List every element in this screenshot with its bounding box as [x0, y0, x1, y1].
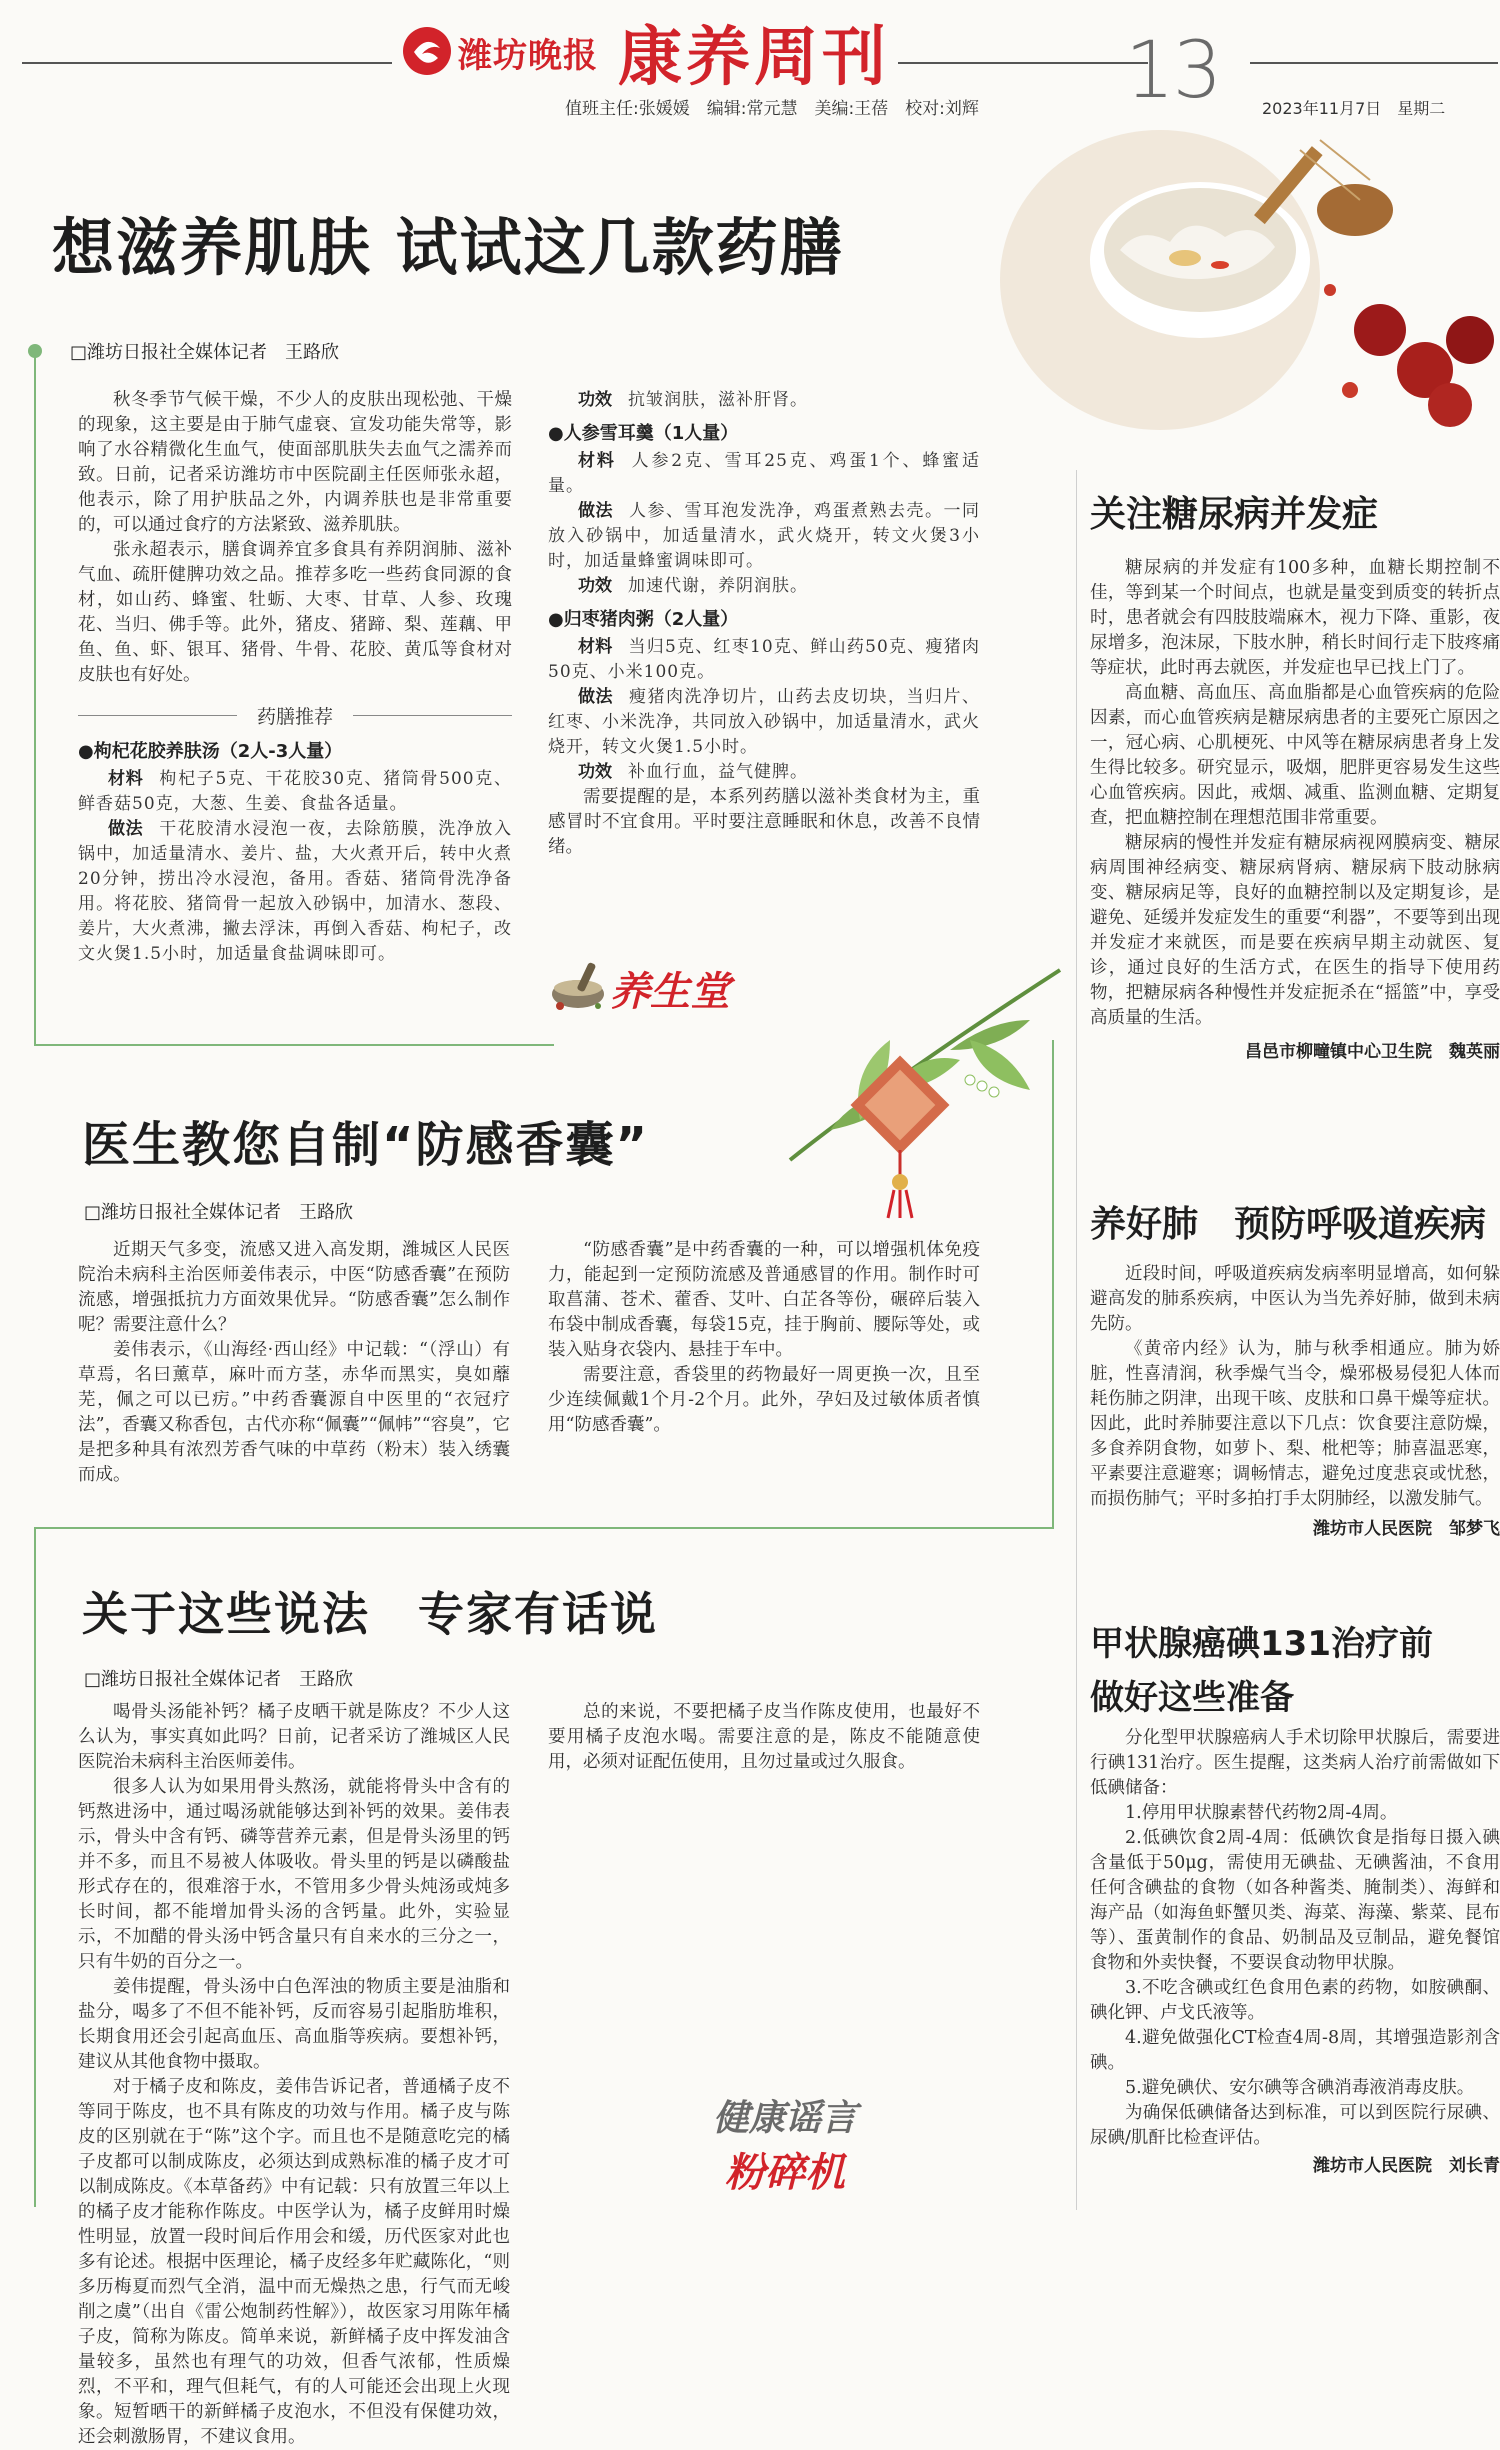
side1-signature: 昌邑市柳疃镇中心卫生院 魏英丽 [1245, 1042, 1500, 1062]
bird-nest-soup-illustration [1050, 140, 1500, 430]
article3-col2 [548, 1700, 980, 1775]
article1-para: 需要提醒的是，本系列药膳以滋补类食材为主，重感冒时不宜食用。平时要注意睡眠和休息，改善不良情绪。 [548, 787, 980, 857]
side3-para: 3.不吃含碘或红色食用色素的药物，如胺碘酮、碘化钾、卢戈氏液等。 [1090, 1978, 1500, 2023]
recipe3-ingredients [548, 635, 980, 685]
article1-frame-dot [28, 344, 42, 358]
recipe-section-heading [78, 702, 512, 729]
recipe2-method [548, 499, 980, 574]
recipe3-method-text: 瘦猪肉洗净切片，山药去皮切块，当归片、红枣、小米洗净，共同放入砂锅中，加适量清水，武火烧开，转文火煲1.5小时。 [548, 687, 980, 757]
article1-para: 张永超表示，膳食调养宜多食具有养阴润肺、滋补气血、疏肝健脾功效之品。推荐多吃一些药食同源的食材，如山药、蜂蜜、牡蛎、大枣、甘草、人参、玫瑰花、当归、佛手等。此外，猪皮、猪蹄、梨、莲藕、甲鱼、鱼、虾、银耳、猪骨、牛骨、花胶、黄瓜等食材对皮肤也有好处。 [78, 540, 512, 685]
side3-para: 5.避免碘伏、安尔碘等含碘消毒液消毒皮肤。 [1125, 2078, 1475, 2098]
supplement-title: 康养周刊 [618, 21, 890, 95]
article1-frame-left [34, 350, 36, 1046]
article2-para: 近期天气多变，流感又进入高发期，潍城区人民医院治未病科主治医师姜伟表示，中医“防感香囊”在预防流感，增强抵抗力方面效果优异。“防感香囊”怎么制作呢？需要注意什么？ [78, 1240, 510, 1335]
recipe1-effect-text: 抗皱润肤，滋补肝肾。 [628, 390, 808, 410]
newspaper-name: 潍坊晚报 [458, 36, 598, 76]
yangshengtang-logo [548, 956, 778, 1018]
sidebar-divider [1076, 470, 1077, 2210]
article3-para: 对于橘子皮和陈皮，姜伟告诉记者，普通橘子皮不等同于陈皮，也不具有陈皮的功效与作用。橘子皮与陈皮的区别就在于“陈”这个字。而且也不是随意吃完的橘子皮都可以制成陈皮，必须达到成熟标准的橘子皮才可以制成陈皮。《本草备药》中有记载：只有放置三年以上的橘子皮才能称作陈皮。中医学认为，橘子皮鲜用时燥性明显，放置一段时间后作用会和缓，历代医家对此也多有论述。根据中医理论，橘子皮经多年贮藏陈化，“则多历梅夏而烈气全消，温中而无燥热之患，行气而无峻削之虞”（出自《雷公炮制药性解》），故医家习用陈年橘子皮，简称为陈皮。简单来说，新鲜橘子皮中挥发油含量较多，虽然也有理气的功效，但香气浓郁，性质燥烈，不平和，理气但耗气，有的人可能还会出现上火现象。短暂晒干的新鲜橘子皮泡水，不但没有保健功效，还会刺激肠胃，不建议食用。 [78, 2077, 510, 2447]
ingredients-label: 材料 [578, 637, 613, 657]
article1-frame-bottom [34, 1044, 554, 1046]
recipe3-effect-text: 补血行血，益气健脾。 [628, 762, 808, 782]
recipe2-effect-text: 加速代谢，养阴润肤。 [628, 576, 808, 596]
article3-title: 关于这些说法 专家有话说 [82, 1587, 658, 1641]
effect-label: 功效 [578, 762, 612, 782]
newspaper-emblem-icon [400, 24, 454, 78]
recipe1-method-text: 干花胶清水浸泡一夜，去除筋膜，洗净放入锅中，加适量清水、姜片、盐，大火煮开后，转中火煮20分钟，捞出冷水浸泡，备用。香菇、猪筒骨洗净备用。将花胶、猪筒骨一起放入砂锅中，加清水、葱段、姜片，大火煮沸，撇去浮沫，再倒入香菇、枸杞子，改文火煲1.5小时，加适量食盐调味即可。 [78, 819, 513, 964]
recipe3-method [548, 685, 980, 760]
sachet-illustration [770, 960, 1070, 1220]
article2-para: 需要注意，香袋里的药物最好一周更换一次，且至少连续佩戴1个月-2个月。此外，孕妇及过敏体质者慎用“防感香囊”。 [548, 1365, 980, 1435]
side2-para: 近段时间，呼吸道疾病发病率明显增高，如何躲避高发的肺系疾病，中医认为当先养好肺，做到未病先防。 [1090, 1264, 1500, 1334]
ingredients-label: 材料 [578, 451, 616, 471]
side1-para: 糖尿病的并发症有100多种，血糖长期控制不佳，等到某一个时间点，也就是量变到质变的转折点时，患者就会有四肢肢端麻木，视力下降、重影，夜尿增多，泡沫尿，下肢水肿，稍长时间行走下肢疼痛等症状，此时再去就医，并发症也早已找上门了。 [1090, 558, 1500, 678]
effect-label: 功效 [578, 576, 612, 596]
method-label: 做法 [578, 501, 613, 521]
side3-para: 1.停用甲状腺素替代药物2周-4周。 [1125, 1803, 1398, 1823]
article3-para: 姜伟提醒，骨头汤中白色浑浊的物质主要是油脂和盐分，喝多了不但不能补钙，反而容易引起脂肪堆积，长期食用还会引起高血压、高血脂等疾病。要想补钙，建议从其他食物中摄取。 [78, 1977, 510, 2072]
recipe1-method [78, 817, 513, 964]
article2-byline: □潍坊日报社全媒体记者 王路欣 [84, 1202, 354, 1223]
article2-para: 姜伟表示，《山海经·西山经》中记载：“（浮山）有草焉，名曰薰草，麻叶而方茎，赤华而黑实，臭如蘼芜，佩之可以已疠。”中药香囊源自中医里的“衣冠疗法”，香囊又称香包，古代亦称“佩囊”“佩帏”“容臭”，它是把多种具有浓烈芳香气味的中草药（粉末）装入绣囊而成。 [78, 1340, 510, 1485]
article2-col2 [548, 1238, 980, 1438]
section-label: 药膳推荐 [257, 706, 334, 728]
recipe3-effect [548, 760, 980, 785]
method-label: 做法 [578, 687, 613, 707]
recipe1-ingredients [78, 767, 512, 817]
article1-para: 秋冬季节气候干燥，不少人的皮肤出现松弛、干燥的现象，这主要是由于肺气虚衰、宣发功能失常等，影响了水谷精微化生血气，使面部肌肤失去血气之濡养而致。日前，记者采访潍坊市中医院副主任医师张永超，他表示，除了用护肤品之外，内调养肤也是非常重要的，可以通过食疗的方法紧致、滋养肌肤。 [78, 390, 512, 535]
issue-date: 2023年11月7日 星期二 [1262, 99, 1446, 118]
article3-byline: □潍坊日报社全媒体记者 王路欣 [84, 1669, 354, 1690]
recipe2-title: ●人参雪耳羹（1人量） [548, 423, 739, 444]
masthead-rule-left [22, 62, 392, 64]
newspaper-logo [400, 22, 610, 80]
side3-para: 4.避免做强化CT检查4周-8周，其增强造影剂含碘。 [1090, 2028, 1500, 2073]
article1-col2 [548, 388, 980, 860]
article2-para: “防感香囊”是中药香囊的一种，可以增强机体免疫力，能起到一定预防流感及普通感冒的作用。制作时可取菖蒲、苍术、藿香、艾叶、白芷各等份，碾碎后装入布袋中制成香囊，每袋15克，挂于胸前、腰际等处，或装入贴身衣袋内、悬挂于车中。 [548, 1240, 980, 1360]
article2-frame-bottom [34, 1527, 1054, 1529]
recipe1-ingredients-text: 枸杞子5克、干花胶30克、猪筒骨500克、鲜香菇50克，大葱、生姜、食盐各适量。 [78, 769, 513, 814]
article2-title: 医生教您自制“防感香囊” [82, 1117, 650, 1173]
side3-para: 分化型甲状腺癌病人手术切除甲状腺后，需要进行碘131治疗。医生提醒，这类病人治疗前需做如下低碘储备： [1090, 1728, 1500, 1798]
effect-label: 功效 [578, 390, 612, 410]
side2-title: 养好肺 预防呼吸道疾病 [1090, 1204, 1487, 1245]
article1-col1 [78, 388, 513, 964]
recipe1-effect [548, 388, 980, 413]
side3-body [1090, 1726, 1500, 2176]
article1-title: 想滋养肌肤 试试这几款药膳 [52, 211, 844, 284]
recipe2-ingredients [548, 449, 980, 499]
side2-para: 《黄帝内经》认为，肺与秋季相通应。肺为娇脏，性喜清润，秋季燥气当令，燥邪极易侵犯人体而耗伤肺之阴津，出现干咳、皮肤和口鼻干燥等症状。因此，此时养肺要注意以下几点：饮食要注意防燥，多食养阴食物，如萝卜、梨、枇杷等；肺喜温恶寒，平素要注意避寒；调畅情志，避免过度悲哀或忧愁，而损伤肺气；平时多拍打手太阴肺经，以激发肺气。 [1090, 1339, 1500, 1509]
ingredients-label: 材料 [108, 769, 144, 789]
side3-signature: 潍坊市人民医院 刘长青 [1313, 2156, 1500, 2176]
side3-title-line2: 做好这些准备 [1090, 1678, 1294, 1718]
article3-frame-left [34, 1527, 36, 2207]
article3-para: 很多人认为如果用骨头熬汤，就能将骨头中含有的钙熬进汤中，通过喝汤就能够达到补钙的效果。姜伟表示，骨头中含有钙、磷等营养元素，但是骨头汤里的钙并不多，而且不易被人体吸收。骨头里的钙是以磷酸盐形式存在的，很难溶于水，不管用多少骨头炖汤或炖多长时间，都不能增加骨头汤的含钙量。此外，实验显示，不加醋的骨头汤中钙含量只有自来水的三分之一，只有牛奶的百分之一。 [78, 1777, 510, 1972]
article2-frame-right [1052, 1040, 1054, 1529]
masthead-rule-far [1250, 62, 1498, 64]
article3-para: 喝骨头汤能补钙？橘子皮晒干就是陈皮？不少人这么认为，事实真如此吗？日前，记者采访了潍城区人民医院治未病科主治医师姜伟。 [78, 1702, 510, 1772]
recipe2-ingredients-text: 人参2克、雪耳25克、鸡蛋1个、蜂蜜适量。 [548, 451, 980, 496]
side3-para: 为确保低碘储备达到标准，可以到医院行尿碘、尿碘/肌酐比检查评估。 [1090, 2103, 1500, 2148]
recipe3-title: ●归枣猪肉粥（2人量） [548, 609, 739, 630]
mortar-pestle-icon [548, 958, 608, 1014]
recipe1-title: ●枸杞花胶养肤汤（2人-3人量） [78, 741, 343, 762]
article2-col1 [78, 1238, 510, 1488]
rumor-buster-line2: 粉碎机 [725, 2150, 845, 2196]
rumor-buster-logo [690, 2090, 880, 2210]
side1-para: 糖尿病的慢性并发症有糖尿病视网膜病变、糖尿病周围神经病变、糖尿病肾病、糖尿病下肢动脉病变、糖尿病足等，良好的血糖控制以及定期复诊，是避免、延缓并发症发生的重要“利器”，不要等到出现并发症才来就医，而是要在疾病早期主动就医、复诊，通过良好的生活方式，在医生的指导下使用药物，把糖尿病各种慢性并发症扼杀在“摇篮”中，享受高质量的生活。 [1090, 833, 1500, 1028]
article3-para: 总的来说，不要把橘子皮当作陈皮使用，也最好不要用橘子皮泡水喝。需要注意的是，陈皮不能随意使用，必须对证配伍使用，且勿过量或过久服食。 [548, 1702, 980, 1772]
rumor-buster-line1: 健康谣言 [712, 2098, 857, 2139]
section-rule [353, 715, 512, 716]
recipe3-ingredients-text: 当归5克、红枣10克、鲜山药50克、瘦猪肉50克、小米100克。 [548, 637, 980, 682]
section-rule [78, 715, 237, 716]
side2-body [1090, 1262, 1500, 1539]
method-label: 做法 [108, 819, 144, 839]
side1-title: 关注糖尿病并发症 [1090, 494, 1379, 535]
recipe2-method-text: 人参、雪耳泡发洗净，鸡蛋煮熟去壳。一同放入砂锅中，加适量清水，武火烧开，转文火煲3小时，加适量蜂蜜调味即可。 [548, 501, 980, 571]
article3-col1 [78, 1700, 510, 2447]
side1-body [1090, 556, 1500, 1062]
staff-line: 值班主任:张媛媛 编辑:常元慧 美编:王蓓 校对:刘辉 [565, 99, 979, 119]
side2-signature: 潍坊市人民医院 邹梦飞 [1313, 1519, 1500, 1539]
side3-title-line1: 甲状腺癌碘131治疗前 [1090, 1624, 1433, 1664]
side1-para: 高血糖、高血压、高血脂都是心血管疾病的危险因素，而心血管疾病是糖尿病患者的主要死亡原因之一，冠心病、心肌梗死、中风等在糖尿病患者身上发生得比较多。研究显示，吸烟，肥胖更容易发生这些心血管疾病。因此，戒烟、减重、监测血糖、定期复查，把血糖控制在理想范围非常重要。 [1090, 683, 1500, 828]
page-number: 13 [1125, 26, 1221, 116]
article1-byline: □潍坊日报社全媒体记者 王路欣 [70, 342, 340, 363]
side3-para: 2.低碘饮食2周-4周：低碘饮食是指每日摄入碘含量低于50μg，需使用无碘盐、无碘酱油，不食用任何含碘盐的食物（如各种酱类、腌制类）、海鲜和海产品（如海鱼虾蟹贝类、海菜、海藻、紫菜、昆布等）、蛋黄制作的食品、奶制品及豆制品，避免餐馆食物和外卖快餐，不要误食动物甲状腺。 [1090, 1828, 1500, 1973]
recipe2-effect [548, 574, 980, 599]
masthead-rule-right [898, 62, 1148, 64]
yangshengtang-text: 养生堂 [610, 969, 730, 1015]
